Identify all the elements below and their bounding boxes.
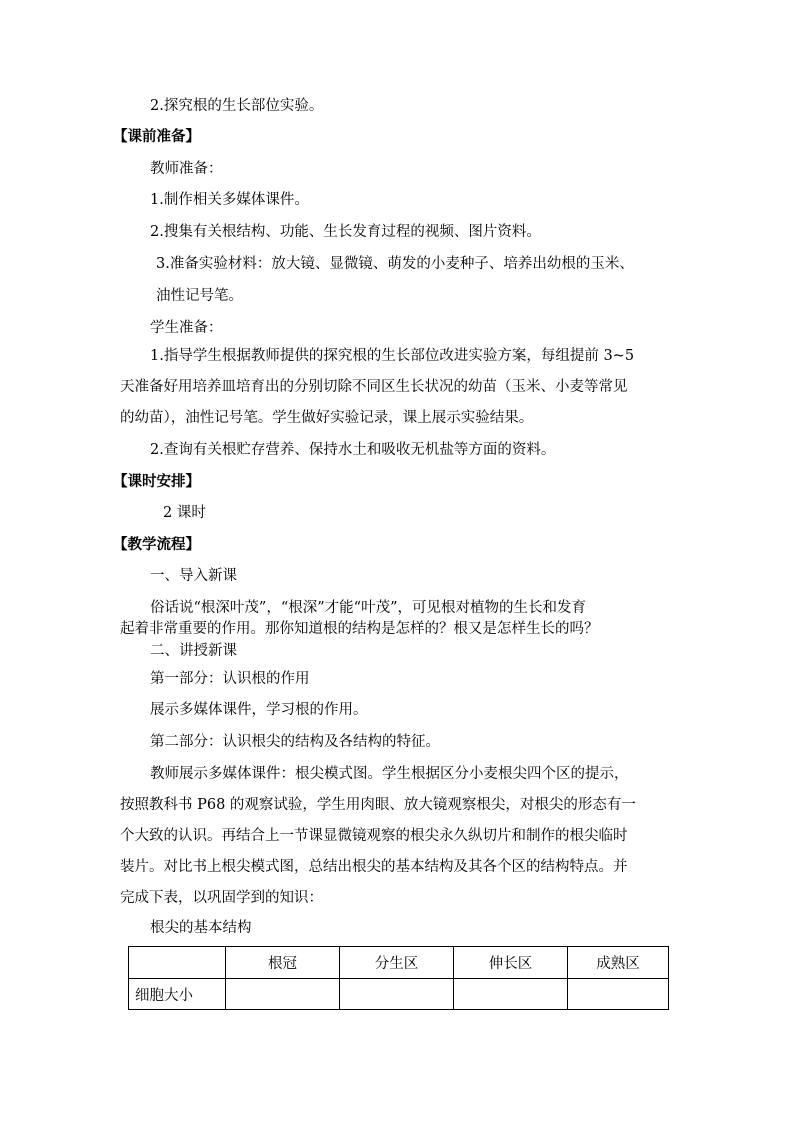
text-line: 第二部分：认识根尖的结构及各结构的特征。 bbox=[150, 734, 440, 750]
table-header-cell: 成熟区 bbox=[568, 947, 669, 979]
text-line: 一、导入新课 bbox=[150, 568, 237, 584]
text-line: 教师展示多媒体课件：根尖模式图。学生根据区分小麦根尖四个区的提示， bbox=[150, 766, 629, 782]
table-row-label: 细胞大小 bbox=[129, 979, 226, 1010]
text-line: 3.准备实验材料：放大镜、显微镜、萌发的小麦种子、培养出幼根的玉米、 bbox=[156, 256, 634, 272]
text-line: 1.指导学生根据教师提供的探究根的生长部位改进实验方案，每组提前 3~5 bbox=[150, 348, 635, 364]
text-line: 2.探究根的生长部位实验。 bbox=[150, 98, 324, 114]
text-line: 装片。对比书上根尖模式图，总结出根尖的基本结构及其各个区的结构特点。并 bbox=[120, 859, 628, 875]
text-line: 起着非常重要的作用。那你知道根的结构是怎样的？根又是怎样生长的吗？ bbox=[120, 621, 599, 637]
section-heading-time: 【课时安排】 bbox=[113, 474, 200, 490]
table-header-cell: 伸长区 bbox=[454, 947, 568, 979]
section-heading-prep: 【课前准备】 bbox=[113, 129, 200, 145]
table-header-row bbox=[129, 947, 669, 979]
text-line: 油性记号笔。 bbox=[156, 288, 243, 304]
table-cell bbox=[340, 979, 454, 1010]
root-tip-table bbox=[128, 946, 669, 1010]
table-header-cell bbox=[129, 947, 226, 979]
text-line: 2 课时 bbox=[163, 505, 206, 521]
text-line: 完成下表，以巩固学到的知识： bbox=[120, 890, 323, 906]
table-cell bbox=[568, 979, 669, 1010]
text-line: 展示多媒体课件，学习根的作用。 bbox=[150, 702, 368, 718]
text-line: 按照教科书 P68 的观察试验，学生用肉眼、放大镜观察根尖，对根尖的形态有一 bbox=[120, 797, 636, 813]
text-line: 1.制作相关多媒体课件。 bbox=[150, 192, 309, 208]
table-cell bbox=[226, 979, 340, 1010]
text-line: 天准备好用培养皿培育出的分别切除不同区生长状况的幼苗（玉米、小麦等常见 bbox=[120, 379, 628, 395]
text-line: 2.搜集有关根结构、功能、生长发育过程的视频、图片资料。 bbox=[150, 224, 541, 240]
text-line: 2.查询有关根贮存营养、保持水土和吸收无机盐等方面的资料。 bbox=[150, 442, 556, 458]
text-line: 学生准备： bbox=[150, 320, 223, 336]
table-caption: 根尖的基本结构 bbox=[150, 920, 252, 936]
text-line: 俗话说“根深叶茂”，“根深”才能“叶茂”，可见根对植物的生长和发育 bbox=[150, 600, 586, 616]
table-row bbox=[129, 979, 669, 1010]
text-line: 第一部分：认识根的作用 bbox=[150, 671, 310, 687]
table-cell bbox=[454, 979, 568, 1010]
section-heading-flow: 【教学流程】 bbox=[113, 537, 200, 553]
text-line: 教师准备： bbox=[150, 161, 223, 177]
table-header-cell: 根冠 bbox=[226, 947, 340, 979]
table-header-cell: 分生区 bbox=[340, 947, 454, 979]
text-line: 的幼苗），油性记号笔。学生做好实验记录，课上展示实验结果。 bbox=[120, 410, 534, 426]
text-line: 二、讲授新课 bbox=[150, 643, 237, 659]
text-line: 个大致的认识。再结合上一节课显微镜观察的根尖永久纵切片和制作的根尖临时 bbox=[120, 828, 628, 844]
